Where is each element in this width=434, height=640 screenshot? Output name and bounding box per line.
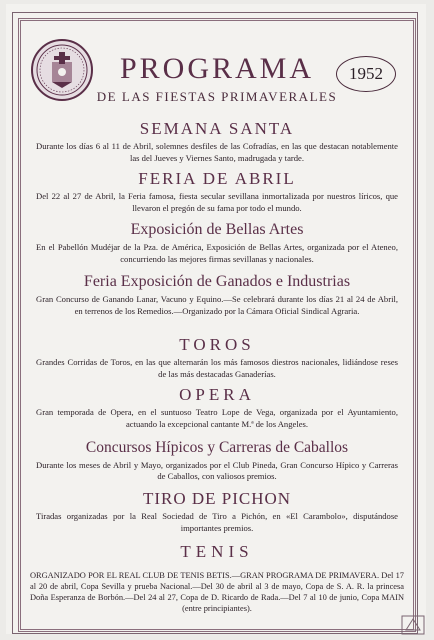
section-body: Gran temporada de Opera, en el suntuoso Teatro Lope de Vega, organizada por el Ayuntamiento, actuando la excepcional cantante M.ª de los Angeles. — [36, 407, 398, 429]
section-body: Durante los meses de Abril y Mayo, organizados por el Club Pineda, Gran Concurso Hípico y Carreras de Caballos, con valiosos premios. — [36, 459, 398, 481]
page-subtitle: DE LAS FIESTAS PRIMAVERALES — [96, 89, 338, 104]
section-opera — [36, 386, 398, 430]
section-ganados-industrias — [36, 274, 398, 317]
section-body: Gran Concurso de Ganando Lanar, Vacuno y Equino.—Se celebrará durante los días 21 al 24 de Abril, en terrenos de los Remedios.—Organizado por la Cámara Oficial Sindical Agraria. — [36, 294, 398, 316]
section-semana-santa — [36, 120, 398, 164]
section-tenis-body: ORGANIZADO POR EL REAL CLUB DE TENIS BETIS.—GRAN PROGRAMA DE PRIMAVERA. Del 17 al 20 de abril, Copa Sevilla y prueba Nacional.—Del 30 de abril al 3 de mayo, Copa de S. A. R. la princesa Doña Esperanza de Borbón.—Del 24 al 27, Copa de D. Ricardo de Rada.—Del 7 al 10 de junio, Copa MAIN (entre principiantes). — [30, 571, 404, 613]
section-concursos-hipicos — [36, 440, 398, 483]
section-title: Exposición de Bellas Artes — [130, 221, 304, 238]
section-title: TIRO DE PICHON — [142, 489, 292, 508]
section-title: SEMANA SANTA — [139, 119, 295, 138]
page-title: PROGRAMA — [119, 52, 315, 85]
section-feria-de-abril — [36, 170, 398, 214]
library-stamp-icon — [400, 614, 426, 636]
section-body: Grandes Corridas de Toros, en las que alternarán los más famosos diestros nacionales, lidiándose reses de las más destacadas Ganaderías. — [36, 357, 398, 379]
section-body: Tiradas organizadas por la Real Sociedad de Tiro a Pichón, en «El Carambolo», disputándose importantes premios. — [36, 511, 398, 533]
section-title: OPERA — [179, 385, 255, 404]
year-text: 1952 — [349, 64, 383, 83]
section-body: Del 22 al 27 de Abril, la Feria famosa, fiesta secular sevillana inmortalizada por nuestros líricos, que llevaron el pregón de su fama por todo el mundo. — [36, 191, 398, 213]
section-title: TENIS — [180, 542, 254, 561]
section-bellas-artes — [36, 222, 398, 265]
section-body: Durante los días 6 al 11 de Abril, solemnes desfiles de las Cofradías, en las que destacan notablemente las del Jueves y Viernes Santo, madrugada y tarde. — [36, 141, 398, 163]
section-title: FERIA DE ABRIL — [138, 169, 296, 188]
section-toros — [36, 336, 398, 380]
section-tenis-title — [36, 543, 398, 560]
inner-border — [18, 18, 416, 632]
section-title: TOROS — [179, 335, 255, 354]
section-body: En el Pabellón Mudéjar de la Pza. de América, Exposición de Bellas Artes, organizada por el Ateneo, concurriendo las mejores firmas sevillanas y nacionales. — [36, 242, 398, 264]
section-tiro-de-pichon — [36, 490, 398, 534]
year-badge — [336, 56, 396, 92]
section-title: Feria Exposición de Ganados e Industrias — [83, 273, 351, 290]
section-title: Concursos Hípicos y Carreras de Caballos — [85, 439, 349, 456]
